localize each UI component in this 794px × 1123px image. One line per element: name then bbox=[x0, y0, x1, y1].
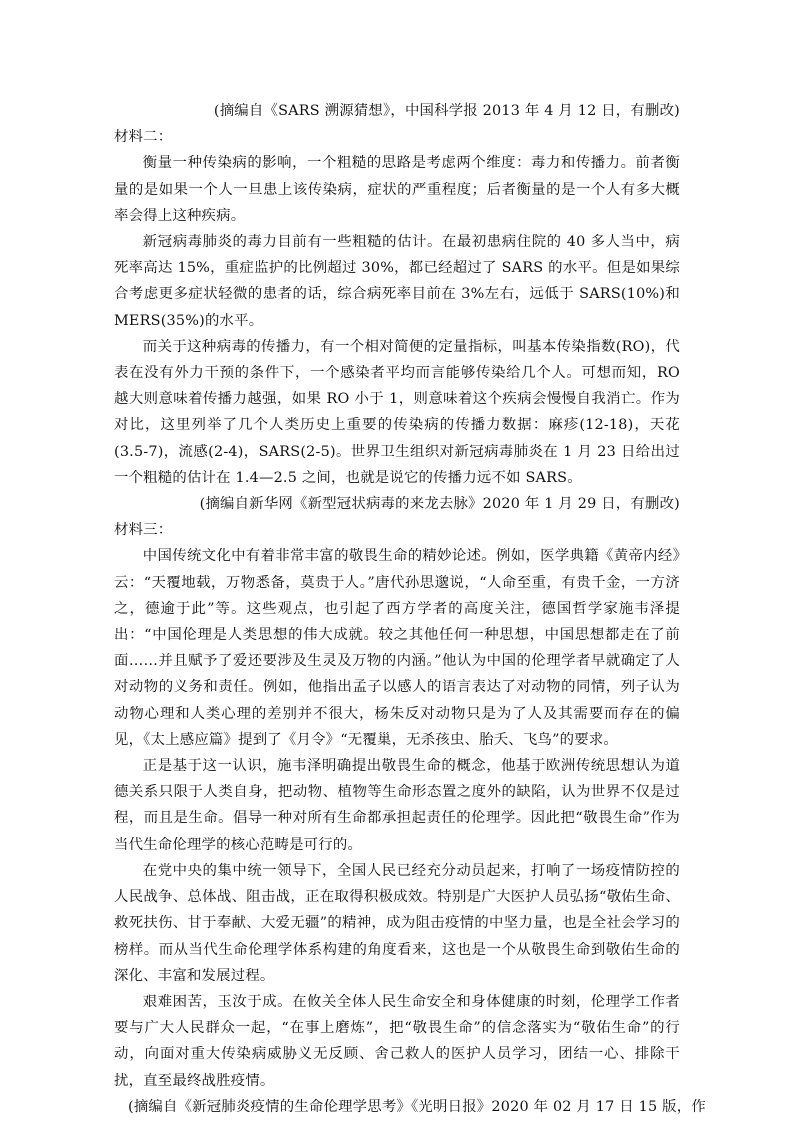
section-heading-material-3: 材料三： bbox=[114, 522, 173, 539]
material-3-paragraph-4: 艰难困苦，玉汝于成。在攸关全体人民生命安全和身体健康的时刻，伦理学工作者要与广大人民群众一起，“在事上磨炼”，把“敬畏生命”的信念落实为“敬佑生命”的行动，向面对重大传染病威胁义无反顾、舍己救人的医护人员学习，团结一心、排除干扰，直至最终战胜疫情。 bbox=[114, 993, 680, 1089]
material-3-paragraph-2: 正是基于这一认识，施韦泽明确提出敬畏生命的概念，他基于欧洲传统思想认为道德关系只限于人类自身，把动物、植物等生命形态置之度外的缺陷，认为世界不仅是过程，而且是生命。倡导一种对所有生命都承担起责任的伦理学。因此把“敬畏生命”作为当代生命伦理学的核心范畴是可行的。 bbox=[114, 758, 680, 853]
source-citation-1: (摘编自《SARS 溯源猜想》，中国科学报 2013 年 4 月 12 日，有删改) bbox=[213, 103, 680, 119]
document-page bbox=[114, 98, 706, 1120]
section-heading-material-2: 材料二： bbox=[114, 129, 173, 146]
material-2-paragraph-2: 新冠病毒肺炎的毒力目前有一些粗糙的估计。在最初患病住院的 40 多人当中，病死率高达 15%，重症监护的比例超过 30%，都已经超过了 SARS 的水平。但是如果综合考虑更多症状轻微的患者的话，综合病死率目前在 3%左右，远低于 SARS(10%)和 MERS(35%)的水平。 bbox=[114, 234, 680, 329]
source-citation-3: (摘编自《新冠肺炎疫情的生命伦理学思考》《光明日报》2020 年 02 月 17 日 15 版，作 bbox=[128, 1098, 706, 1115]
material-2-paragraph-1: 衡量一种传染病的影响，一个粗糙的思路是考虑两个维度：毒力和传播力。前者衡量的是如果一个人一旦患上该传染病，症状的严重程度；后者衡量的是一个人有多大概率会得上这种疾病。 bbox=[114, 155, 680, 224]
material-3-paragraph-3: 在党中央的集中统一领导下，全国人民已经充分动员起来，打响了一场疫情防控的人民战争、总体战、阻击战，正在取得积极成效。特别是广大医护人员弘扬“敬佑生命、救死扶伤、甘于奉献、大爱无疆”的精神，成为阻击疫情的中坚力量，也是全社会学习的榜样。而从当代生命伦理学体系构建的角度看来，这也是一个从敬畏生命到敬佑生命的深化、丰富和发展过程。 bbox=[114, 862, 680, 984]
source-citation-2: (摘编自新华网《新型冠状病毒的来龙去脉》2020 年 1 月 29 日，有删改) bbox=[199, 496, 680, 513]
material-2-paragraph-3: 而关于这种病毒的传播力，有一个相对简便的定量指标，叫基本传染指数(RO)，代表在没有外力干预的条件下，一个感染者平均而言能够传染给几个人。可想而知，RO 越大则意味着传播力越强，如果 RO 小于 1，则意味着这个疾病会慢慢自我消亡。作为对比，这里列举了几个人类历史上重要的传染病的传播力数据：麻疹(12-18)，天花(3.5-7)，流感(2-4)，SARS(2-5)。世界卫生组织对新冠病毒肺炎在 1 月 23 日给出过一个粗糙的估计在 1.4—2.5 之间，也就是说它的传播力远不如 SARS。 bbox=[114, 338, 680, 486]
material-3-paragraph-1: 中国传统文化中有着非常丰富的敬畏生命的精妙论述。例如，医学典籍《黄帝内经》云：“天覆地载，万物悉备，莫贵于人。”唐代孙思邈说，“人命至重，有贵千金，一方济之，德逾于此”等。这些观点，也引起了西方学者的高度关注，德国哲学家施韦泽提出：“中国伦理是人类思想的伟大成就。较之其他任何一种思想，中国思想都走在了前面……并且赋予了爱还要涉及生灵及万物的内涵。”他认为中国的伦理学者早就确定了人对动物的义务和责任。例如，他指出孟子以感人的语言表达了对动物的同情，列子认为动物心理和人类心理的差别并不很大，杨朱反对动物只是为了人及其需要而存在的偏见，《太上感应篇》提到了《月令》“无覆巢，无杀孩虫、胎夭、飞鸟”的要求。 bbox=[114, 548, 680, 748]
